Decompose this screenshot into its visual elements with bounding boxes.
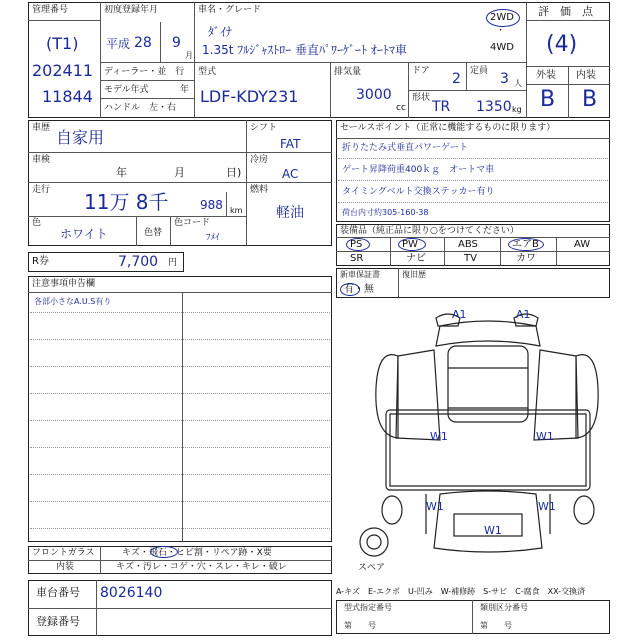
name-label: 車名・グレード [198,5,262,15]
shift-label: シフト [250,123,278,133]
typecode-label-4: 第 号 [480,621,512,630]
equip-navi: ナビ [406,253,426,264]
drive-4wd: 4WD [490,42,514,53]
sales-item-2: ゲート昇降荷重400ｋｇ オートマ車 [342,165,495,175]
sales-item-1: 折りたたみ式垂直パワーゲート [342,143,469,153]
mileage-unit: km [230,206,243,215]
use-value: 自家用 [56,128,105,147]
shape-label: 形状 [412,93,431,103]
inspect-year: 年 [116,166,127,179]
notes-line-1: 各部小さなA.U.S有り [34,297,112,306]
color-code-value: ﾌﾒｲ [206,233,220,243]
shape-value: TR [432,99,451,115]
sales-item-3: タイミングベルト交換ステッカー有り [342,187,495,197]
shift-value: FAT [280,137,301,151]
mark-w1-bottom-right: W1 [538,500,556,513]
name-line2: 1.35t ﾌﾙｼﾞｬｽﾄﾛｰ 垂直ﾊﾟﾜｰｹﾞｰﾄ ｵｰﾄﾏ車 [202,43,407,57]
equip-label: 装備品（純正品に限り○をつけてください） [340,226,519,236]
damage-legend: A-キズ E-エクボ U-凹み W-補修跡 S-サビ C-腐食 XX-交換済 [336,587,586,596]
reg-label: 初度登録年月 [104,5,159,15]
chassis-value: 8026140 [100,585,163,601]
glass-label: フロントガラス [32,548,95,558]
color-label: 色 [32,218,42,228]
r-ticket [28,252,184,272]
warranty-label: 新車保証書 [340,270,380,279]
disp-value: 3000 [356,87,392,103]
interior-label: 内装 [56,562,75,572]
model-label: 型式 [198,67,217,77]
equip-leather: カワ [516,253,536,264]
fuel-value: 軽油 [276,205,304,221]
cap-value: 3 [500,71,509,87]
ext-label: 外装 [536,70,556,81]
equip-sr: SR [350,253,364,264]
regno-label: 登録番号 [36,615,80,628]
disp-unit: cc [396,103,406,113]
drive-2wd: 2WD [490,12,514,23]
chassis-label: 車台番号 [36,586,80,599]
weight-value: 1350 [476,99,512,115]
handle-label: ハンドル 左・右 [104,103,177,113]
mark-a1-right: A1 [516,308,531,321]
ac-label: 冷房 [250,155,269,165]
inspect-month: 月 [174,166,185,179]
notes [28,276,332,542]
cap-label: 定員 [470,66,489,76]
int-value: B [582,87,598,112]
mark-w1-rear: W1 [484,524,502,537]
model-year-label: モデル年式 [104,85,149,95]
typecode-label-3: 第 号 [344,621,376,630]
door-label: ドア [412,66,430,76]
sales-label: セールスポイント（正常に機能するものに限ります） [340,123,556,133]
top-section [28,2,610,118]
drive-dot: ・ [496,26,506,36]
inspect-day: 日) [226,166,242,179]
mgmt-line3: 11844 [42,87,93,106]
mileage-value: 11万 8千 [84,190,169,214]
equip-airbag: エアB [512,239,539,250]
weight-unit: kg [512,105,522,114]
name-line1: ﾀﾞｲﾅ [208,25,233,39]
color-change-label: 色替 [144,228,163,238]
rating-value: (4) [546,32,578,57]
equip-pw: PW [402,239,418,250]
typecode-label-1: 型式指定番号 [344,603,392,612]
recovery-label: 復旧歴 [402,270,426,279]
int-label: 内装 [576,70,596,81]
color-code-label: 色コード [174,218,211,228]
typecode-label-2: 類別区分番号 [480,603,528,612]
glass-value: キズ・飛石・ヒビ割・リペア跡・X要 [122,548,272,558]
model-value: LDF-KDY231 [200,87,299,106]
door-value: 2 [452,71,461,87]
mgmt-label: 管理番号 [32,5,69,15]
fuel-label: 燃料 [250,185,269,195]
mgmt-line1: (T1) [46,34,79,53]
reg-month-unit: 月 [185,51,193,60]
equip-abs: ABS [458,239,478,250]
dealer-label: ディーラー・並 行 [104,67,185,77]
ext-value: B [540,87,556,112]
disp-label: 排気量 [334,67,362,77]
reg-year: 28 [134,35,152,51]
mgmt-line2: 202411 [32,61,94,80]
ac-value: AC [282,167,299,181]
inspect-label: 車検 [32,155,51,165]
rticket-label: R券 [32,256,49,267]
rticket-value: 7,700 [118,254,159,270]
reg-month: 9 [172,35,181,51]
notes-label: 注意事項申告欄 [32,279,96,289]
warranty-value: 有・無 [344,284,374,295]
equip-aw: AW [574,239,591,250]
spare-label: スペア [358,563,386,573]
color-value: ホワイト [60,227,108,241]
cap-unit: 人 [514,79,522,88]
vehicle-diagram [336,298,610,584]
chip-circle [150,546,178,558]
mileage-sub: 988 [200,198,223,212]
mark-w1-right: W1 [536,430,554,443]
model-year-unit: 年 [180,85,190,95]
mileage-label: 走行 [32,185,51,195]
use-label: 車歴 [32,123,51,133]
mark-w1-bottom-left: W1 [426,500,444,513]
mark-a1-left: A1 [452,308,467,321]
rating-label: 評 価 点 [538,5,593,18]
equip-tv: TV [464,253,477,264]
reg-era: 平成 [106,37,131,51]
interior-value: キズ・汚レ・コゲ・穴・スレ・キレ・破レ [116,562,287,572]
sales-item-4: 荷台内寸約305-160-38 [342,208,429,217]
equip-ps: PS [350,239,363,250]
mark-w1-left: W1 [430,430,448,443]
rticket-unit: 円 [168,258,178,268]
